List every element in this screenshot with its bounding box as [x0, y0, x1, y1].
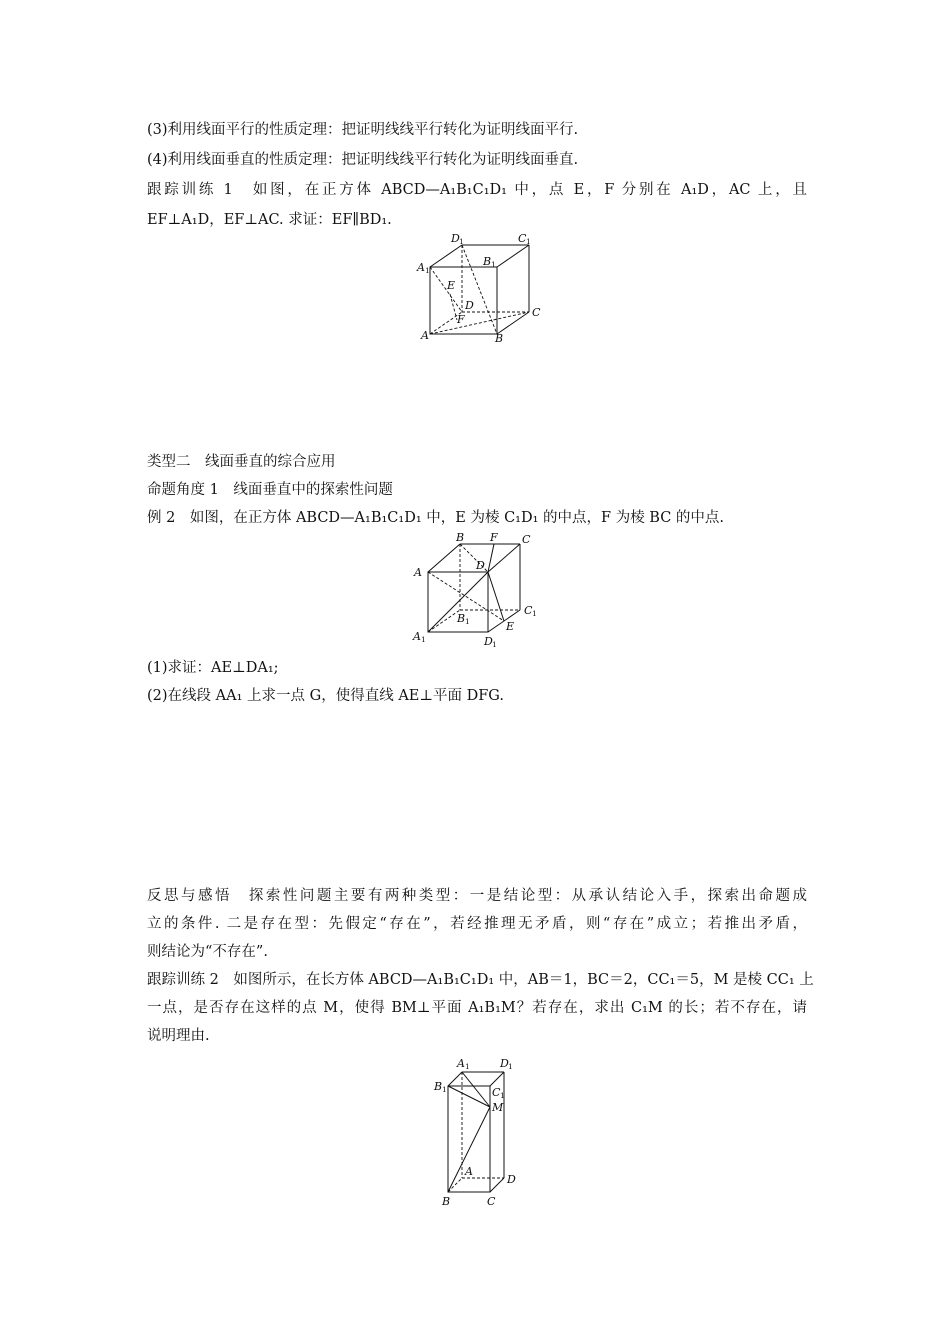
fig3-label-D1-sub: 1: [508, 1062, 513, 1071]
fig1-label-B1: B: [483, 255, 492, 268]
fig3-label-B1-sub: 1: [442, 1085, 447, 1094]
fig2-label-B1-sub: 1: [465, 617, 470, 626]
fig1-label-B1-sub: 1: [491, 260, 496, 269]
fig3-label-B1: B: [434, 1080, 443, 1093]
fig1-label-C1: C: [518, 232, 527, 245]
fig2-label-D1: D: [484, 635, 493, 648]
fig1-label-D1: D: [451, 232, 460, 245]
exercise-2-line-2: 一点，是否存在这样的点 M，使得 BM⊥平面 A₁B₁M？若存在，求出 C₁M 的长；若不存在，请: [147, 1000, 807, 1016]
exercise-2-line-1: 跟踪训练 2 如图所示，在长方体 ABCD—A₁B₁C₁D₁ 中，AB＝1，BC＝2，CC₁＝5，M 是棱 CC₁ 上: [147, 972, 814, 988]
fig1-label-D1-sub: 1: [459, 237, 464, 246]
text-line-3: 跟踪训练 1 如图，在正方体 ABCD—A₁B₁C₁D₁ 中，点 E，F 分别在 A₁D，AC 上，且: [147, 182, 807, 198]
fig3-label-C1: C: [492, 1086, 501, 1099]
fig1-label-A1-sub: 1: [425, 266, 430, 275]
cuboid-figure: [430, 1056, 526, 1208]
reflection-line-3: 则结论为“不存在”.: [147, 944, 268, 960]
fig2-label-C1: C: [524, 604, 533, 617]
section-heading: 类型二 线面垂直的综合应用: [147, 454, 336, 470]
example-2-statement: 例 2 如图，在正方体 ABCD—A₁B₁C₁D₁ 中，E 为棱 C₁D₁ 的中点，F 为棱 BC 的中点.: [147, 510, 725, 526]
exercise-2-line-3: 说明理由.: [147, 1028, 210, 1044]
fig3-label-B: B: [442, 1195, 451, 1208]
fig2-label-C1-sub: 1: [532, 609, 537, 618]
question-2: (2)在线段 AA₁ 上求一点 G，使得直线 AE⊥平面 DFG.: [147, 688, 504, 704]
cube-figure-2: [408, 532, 548, 650]
fig1-label-B: B: [495, 332, 504, 344]
fig3-label-C1-sub: 1: [500, 1091, 505, 1100]
fig2-label-A1-sub: 1: [421, 635, 426, 644]
fig3-label-M: M: [492, 1101, 504, 1114]
fig2-label-F: F: [490, 532, 498, 544]
fig2-label-A1: A: [413, 630, 421, 643]
fig2-label-D1-sub: 1: [492, 640, 497, 649]
fig1-label-C: C: [532, 306, 541, 319]
text-line-1: (3)利用线面平行的性质定理：把证明线线平行转化为证明线面平行.: [147, 122, 579, 138]
question-1: (1)求证：AE⊥DA₁;: [147, 660, 279, 676]
fig2-label-C: C: [522, 533, 531, 546]
fig2-label-B1: B: [457, 612, 466, 625]
subsection-heading: 命题角度 1 线面垂直中的探索性问题: [147, 482, 393, 498]
fig1-label-D: D: [465, 299, 474, 312]
fig1-label-A1: A: [417, 261, 425, 274]
text-line-2: (4)利用线面垂直的性质定理：把证明线线平行转化为证明线面垂直.: [147, 152, 579, 168]
reflection-line-2: 立的条件. 二是存在型：先假定“存在”，若经推理无矛盾，则“存在”成立；若推出矛盾，: [147, 916, 807, 932]
fig3-label-D1: D: [500, 1057, 509, 1070]
fig3-label-A: A: [465, 1165, 473, 1178]
fig2-label-D: D: [476, 559, 485, 572]
reflection-line-1: 反思与感悟 探索性问题主要有两种类型：一是结论型：从承认结论入手，探索出命题成: [147, 888, 807, 904]
cube-figure-1: [415, 232, 545, 344]
fig1-label-C1-sub: 1: [526, 237, 531, 246]
fig2-label-B: B: [456, 532, 465, 544]
fig2-label-E: E: [506, 620, 515, 633]
fig2-label-A: A: [414, 566, 422, 579]
fig1-label-E: E: [447, 279, 456, 292]
fig3-label-A1-sub: 1: [465, 1062, 470, 1071]
fig3-label-A1: A: [457, 1057, 465, 1070]
fig3-label-D: D: [507, 1173, 516, 1186]
text-line-4: EF⊥A₁D，EF⊥AC. 求证：EF∥BD₁.: [147, 212, 392, 228]
fig1-label-F: F: [457, 313, 465, 326]
fig1-label-A: A: [421, 329, 429, 342]
fig3-label-C: C: [487, 1195, 496, 1208]
